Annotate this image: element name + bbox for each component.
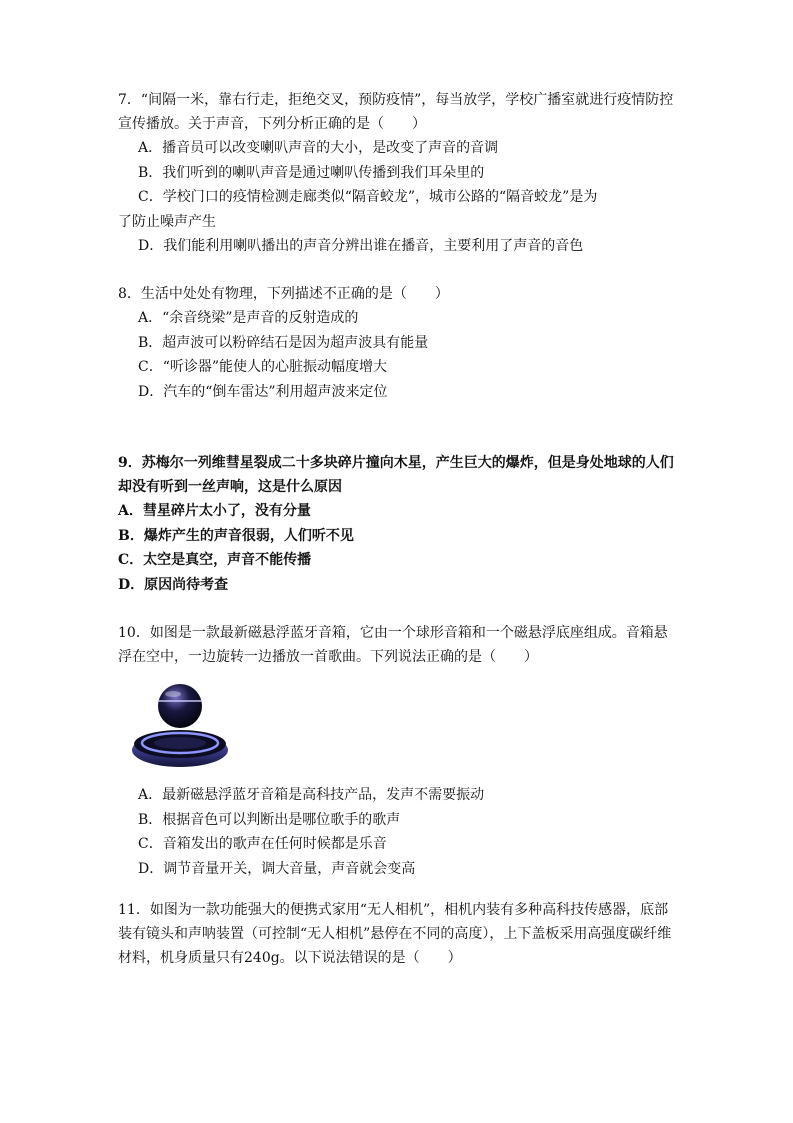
question-9 <box>118 451 678 597</box>
question-9-option-d: D．原因尚待考查 <box>118 576 229 593</box>
question-10-option-d: D．调节音量开关，调大音量，声音就会变高 <box>138 860 416 877</box>
question-7-option-c: C．学校门口的疫情检测走廊类似“隔音蛟龙”，城市公路的“隔音蛟龙”是为 <box>138 189 598 205</box>
question-10-option-b: B．根据音色可以判断出是哪位歌手的歌声 <box>138 811 401 828</box>
question-8-stem: 8．生活中处处有物理，下列描述不正确的是（ ） <box>118 286 449 302</box>
question-10-option-a: A．最新磁悬浮蓝牙音箱是高科技产品，发声不需要振动 <box>138 787 485 803</box>
maglev-speaker-image <box>128 680 232 772</box>
question-7 <box>118 88 678 259</box>
question-7-option-c-continued: 了防止噪声产生 <box>118 213 216 230</box>
question-11 <box>118 898 678 970</box>
question-11-stem: 11．如图为一款功能强大的便携式家用“无人相机”，相机内装有多种高科技传感器，底部装有镜头和声呐装置（可控制“无人相机”悬停在不同的高度），上下盖板采用高强度碳纤维材料，机身质量只有240g。以下说法错误的是（ ） <box>118 902 672 966</box>
question-7-option-a: A．播音员可以改变喇叭声音的大小，是改变了声音的音调 <box>138 140 499 156</box>
question-9-stem: 9．苏梅尔一列维彗星裂成二十多块碎片撞向木星，产生巨大的爆炸，但是身处地球的人们却没有听到一丝声响，这是什么原因 <box>118 455 674 495</box>
question-8-option-b: B．超声波可以粉碎结石是因为超声波具有能量 <box>138 334 429 351</box>
question-9-option-b: B．爆炸产生的声音很弱，人们听不见 <box>118 527 354 544</box>
question-8-option-d: D．汽车的“倒车雷达”利用超声波来定位 <box>138 383 388 400</box>
question-7-option-b: B．我们听到的喇叭声音是通过喇叭传播到我们耳朵里的 <box>138 164 485 181</box>
question-10-stem: 10．如图是一款最新磁悬浮蓝牙音箱，它由一个球形音箱和一个磁悬浮底座组成。音箱悬浮在空中，一边旋转一边播放一首歌曲。下列说法正确的是（ ） <box>118 625 668 665</box>
question-7-option-d: D．我们能利用喇叭播出的声音分辨出谁在播音，主要利用了声音的音色 <box>138 238 584 254</box>
question-8-option-a: A．“余音绕梁”是声音的反射造成的 <box>138 310 359 326</box>
question-7-stem: 7．“间隔一米，靠右行走，拒绝交叉，预防疫情”，每当放学，学校广播室就进行疫情防控宣传播放。关于声音，下列分析正确的是（ ） <box>118 92 674 132</box>
question-8 <box>118 282 678 404</box>
question-10-option-c: C．音箱发出的歌声在任何时候都是乐音 <box>138 836 387 852</box>
question-9-option-a: A．彗星碎片太小了，没有分量 <box>118 503 311 519</box>
question-9-option-c: C．太空是真空，声音不能传播 <box>118 552 312 568</box>
question-8-option-c: C．“听诊器”能使人的心脏振动幅度增大 <box>138 359 388 375</box>
